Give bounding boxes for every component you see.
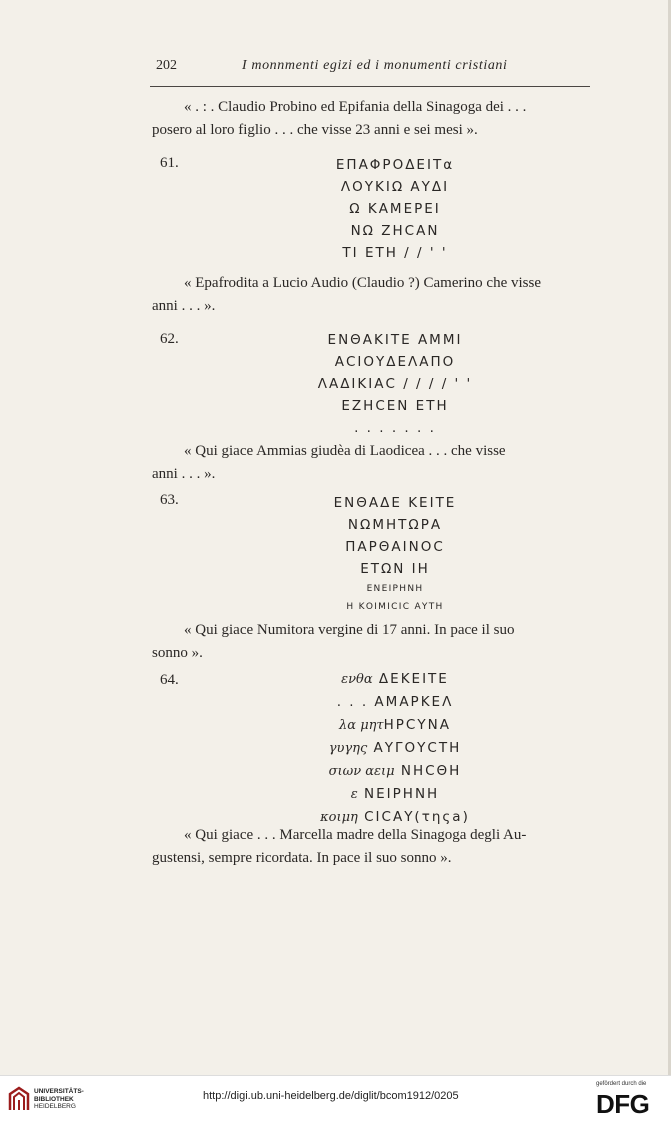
header-rule bbox=[150, 86, 590, 87]
translation-paragraph-3 bbox=[152, 440, 592, 486]
inscription-62 bbox=[250, 329, 540, 439]
paragraph-line: anni . . . ». bbox=[152, 298, 216, 314]
translation-paragraph-5 bbox=[152, 824, 592, 870]
inscription-line bbox=[250, 760, 540, 783]
dfg-logo: DFG bbox=[596, 1089, 650, 1119]
inscription-number-62: 62. bbox=[160, 331, 179, 347]
inscription-line: ΕΝΘΑΚΙΤΕ ΑΜΜΙ bbox=[327, 332, 463, 348]
paragraph-line: posero al loro figlio . . . che visse 23 anni e sei mesi ». bbox=[152, 122, 478, 138]
inscription-63 bbox=[250, 492, 540, 616]
inscription-number-63: 63. bbox=[160, 492, 179, 508]
inscription-line: ΑCΙΟΥΔΕΛΑΠΟ bbox=[334, 354, 456, 370]
italic-restoration: ενθα bbox=[341, 672, 373, 687]
inscription-caps: ΝΗCΘΗ bbox=[394, 763, 462, 779]
inscription-line: . . . . . . . bbox=[354, 420, 436, 436]
paragraph-line: « . : . Claudio Probino ed Epifania della Sinagoga dei . . . bbox=[184, 99, 527, 115]
inscription-number-64: 64. bbox=[160, 672, 179, 688]
italic-restoration: λα μητ bbox=[339, 718, 384, 733]
italic-restoration: ε bbox=[350, 787, 358, 802]
translation-paragraph-1 bbox=[152, 96, 592, 142]
inscription-line: ΠΑΡΘΑΙΝΟC bbox=[345, 539, 445, 555]
inscription-caps: ΑΥΓΟΥCΤΗ bbox=[367, 740, 462, 756]
inscription-line: ΕΠΑΦΡΟΔΕΙΤα bbox=[335, 157, 455, 173]
inscription-64 bbox=[250, 668, 540, 829]
paragraph-line: « Epafrodita a Lucio Audio (Claudio ?) Camerino che visse bbox=[184, 275, 541, 291]
inscription-line: ΕΤΩΝ ΙΗ bbox=[360, 561, 430, 577]
library-name-line: BIBLIOTHEK bbox=[34, 1095, 74, 1103]
inscription-line: Η ΚΟΙΜΙCΙC ΑΥΤΗ bbox=[346, 602, 444, 612]
inscription-line: ΛΟΥΚΙΩ ΑΥΔΙ bbox=[340, 179, 450, 195]
italic-restoration: γυγης bbox=[328, 741, 368, 756]
inscription-line: ΤΙ ΕΤΗ / / ' ' bbox=[342, 245, 448, 261]
inscription-line: Ω ΚΑΜΕΡΕΙ bbox=[349, 201, 441, 217]
running-title: I monnmenti egizi ed i monumenti cristiani bbox=[242, 58, 508, 73]
inscription-line bbox=[250, 668, 540, 691]
permalink-url[interactable]: http://digi.ub.uni-heidelberg.de/diglit/bcom1912/0205 bbox=[203, 1090, 459, 1102]
inscription-line: ΝΩΜΗΤΩΡΑ bbox=[347, 517, 443, 533]
university-library-logo-icon bbox=[8, 1086, 30, 1112]
inscription-line bbox=[250, 783, 540, 806]
inscription-line: ΝΩ ΖΗCΑΝ bbox=[350, 223, 440, 239]
funding-caption: gefördert durch die bbox=[596, 1081, 647, 1087]
paragraph-line: sonno ». bbox=[152, 645, 203, 661]
running-header bbox=[150, 58, 590, 80]
inscription-number-61: 61. bbox=[160, 155, 179, 171]
inscription-caps: CΙCΑΥ(τηςa) bbox=[357, 809, 470, 825]
inscription-line bbox=[250, 691, 540, 714]
inscription-caps: ΗΡCΥΝΑ bbox=[383, 717, 451, 733]
paragraph-line: anni . . . ». bbox=[152, 466, 216, 482]
viewer-footer bbox=[0, 1075, 671, 1123]
inscription-caps: ΔΕΚΕΙΤΕ bbox=[372, 671, 449, 687]
inscription-line: ΕΝΘΑΔΕ ΚΕΙΤΕ bbox=[333, 495, 457, 511]
inscription-line bbox=[250, 714, 540, 737]
inscription-line: ΕΖΗCΕΝ ΕΤΗ bbox=[341, 398, 449, 414]
inscription-line bbox=[250, 737, 540, 760]
translation-paragraph-2 bbox=[152, 272, 592, 318]
translation-paragraph-4 bbox=[152, 619, 592, 665]
inscription-caps: ΝΕΙΡΗΝΗ bbox=[357, 786, 440, 802]
italic-restoration: κοιμη bbox=[320, 810, 358, 825]
library-name bbox=[34, 1088, 84, 1111]
page-number: 202 bbox=[156, 58, 177, 73]
library-name-line: HEIDELBERG bbox=[34, 1103, 76, 1110]
inscription-caps: . . . ΑΜΑΡΚΕΛ bbox=[336, 694, 454, 710]
paragraph-line: « Qui giace Ammias giudèa di Laodicea . . . che visse bbox=[184, 443, 506, 459]
inscription-61 bbox=[250, 154, 540, 264]
paragraph-line: gustensi, sempre ricordata. In pace il suo sonno ». bbox=[152, 850, 452, 866]
paragraph-line: « Qui giace Numitora vergine di 17 anni. In pace il suo bbox=[184, 622, 515, 638]
inscription-line: ΛΑΔΙΚΙΑC / / / / ' ' bbox=[317, 376, 473, 392]
library-name-line: UNIVERSITÄTS- bbox=[34, 1088, 84, 1095]
paragraph-line: « Qui giace . . . Marcella madre della Sinagoga degli Au- bbox=[184, 827, 527, 843]
inscription-line: ΕΝΕΙΡΗΝΗ bbox=[366, 584, 424, 594]
italic-restoration: σιων αειμ bbox=[328, 764, 395, 779]
